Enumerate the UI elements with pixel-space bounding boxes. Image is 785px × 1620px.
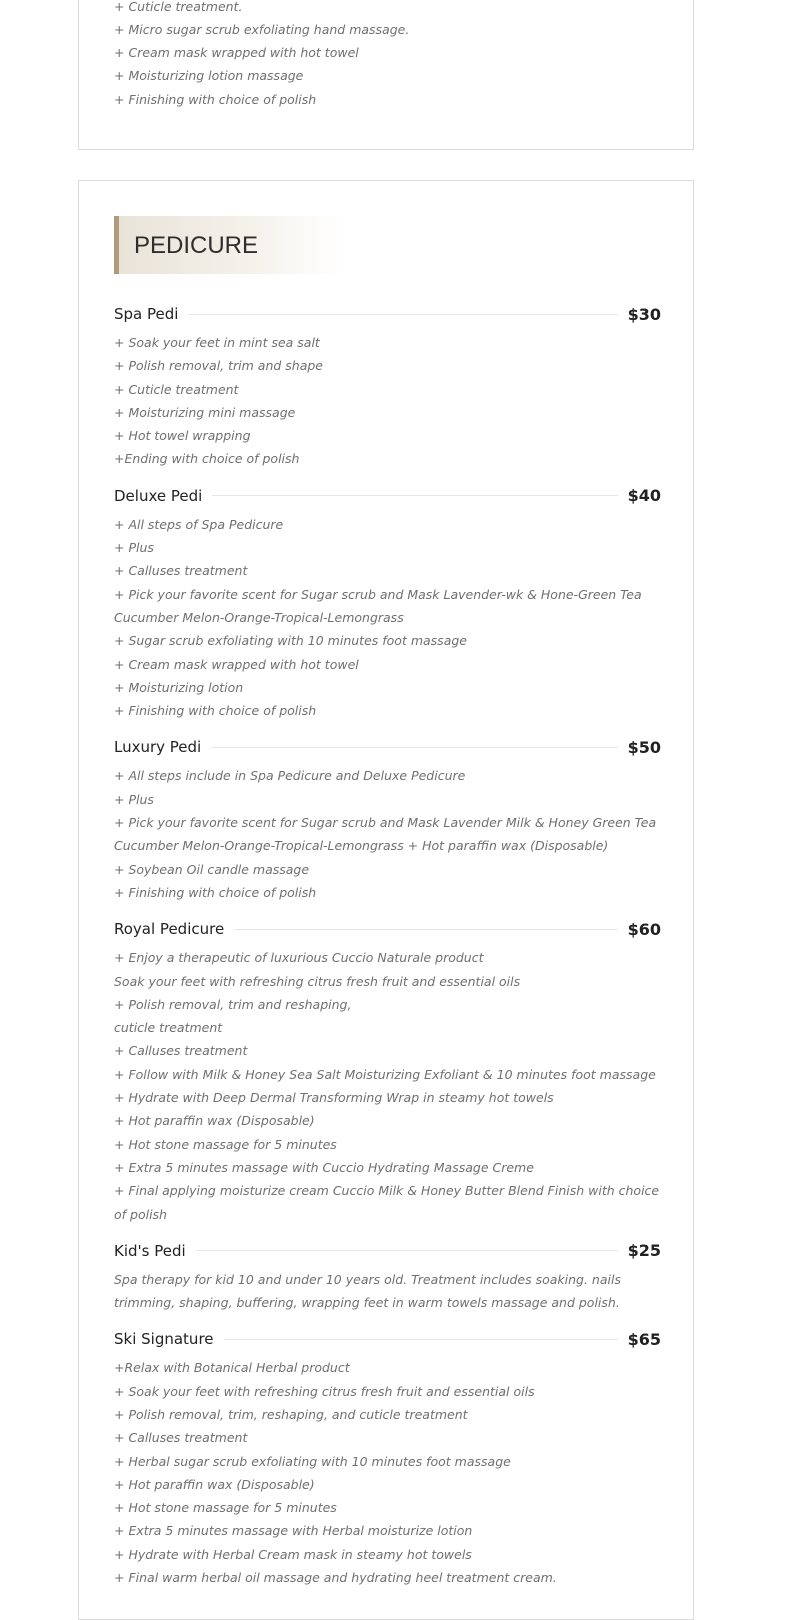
menu-item <box>114 479 661 723</box>
dotted-divider <box>234 929 617 930</box>
menu-item <box>114 1234 661 1315</box>
description-line: + Cuticle treatment. <box>114 0 243 14</box>
description-line: + Soybean Oil candle massage <box>114 861 310 877</box>
service-price: $65 <box>627 1329 661 1349</box>
description-line: Spa therapy for kid 10 and under 10 years old. Treatment includes soaking. nails trimming, shaping, buffering, wrapping feet in warm towels massage and polish. <box>114 1271 621 1311</box>
description-line: + Hydrate with Herbal Cream mask in steamy hot towels <box>114 1546 472 1562</box>
description-line: + All steps of Spa Pedicure <box>114 516 284 532</box>
description-line: + Enjoy a therapeutic of luxurious Cuccio Naturale product <box>114 950 484 966</box>
menu-item-header <box>114 297 661 331</box>
service-price: $25 <box>627 1241 661 1261</box>
description-line: + Sugar scrub exfoliating with 10 minutes foot massage <box>114 633 467 649</box>
menu-item-header <box>114 730 661 764</box>
description-line: +Ending with choice of polish <box>114 451 300 467</box>
description-line: + Pick your favorite scent for Sugar scrub and Mask Lavender-wk & Hone-Green Tea Cucumber Melon-Orange-Tropical-Lemongrass <box>114 586 642 625</box>
menu-item-header <box>114 912 661 946</box>
description-line: + Polish removal, trim, reshaping, and cuticle treatment <box>114 1406 468 1422</box>
dotted-divider <box>196 1250 618 1251</box>
description-line: + Cream mask wrapped with hot towel <box>114 45 359 61</box>
service-description <box>114 764 661 904</box>
menu-item <box>114 730 661 904</box>
description-line: + Herbal sugar scrub exfoliating with 10 minutes foot massage <box>114 1453 511 1469</box>
pedicure-card <box>78 180 694 1620</box>
description-line: + Soak your feet with refreshing citrus fresh fruit and essential oils <box>114 1383 535 1399</box>
service-description <box>114 1356 661 1589</box>
description-line: + Final applying moisturize cream Cuccio Milk & Honey Butter Blend Finish with choice of polish <box>114 1183 660 1222</box>
service-price: $60 <box>627 919 661 939</box>
description-line: + Calluses treatment <box>114 1430 248 1446</box>
description-line: + Cream mask wrapped with hot towel <box>114 656 359 672</box>
pedicure-list <box>114 297 661 1597</box>
description-line: + Calluses treatment <box>114 563 248 579</box>
service-price: $40 <box>627 486 661 506</box>
service-name: Luxury Pedi <box>114 738 202 757</box>
dotted-divider <box>188 314 617 315</box>
menu-item-header <box>114 1234 661 1268</box>
service-name: Ski Signature <box>114 1330 214 1349</box>
description-line: + Polish removal, trim and reshaping, <box>114 996 352 1012</box>
dotted-divider <box>211 747 617 748</box>
dotted-divider <box>212 495 617 496</box>
service-description <box>114 513 661 723</box>
service-name: Kid's Pedi <box>114 1241 186 1260</box>
description-line: + Hot stone massage for 5 minutes <box>114 1500 337 1516</box>
menu-item <box>114 1322 661 1589</box>
description-line: + Soak your feet in mint sea salt <box>114 335 320 350</box>
description-line: + Finishing with choice of polish <box>114 884 317 900</box>
description-line: + Hot paraffin wax (Disposable) <box>114 1476 315 1492</box>
section-title: PEDICURE <box>134 232 259 259</box>
manicure-card <box>78 0 694 150</box>
description-line: + Moisturizing lotion <box>114 679 244 695</box>
description-line: + All steps include in Spa Pedicure and Deluxe Pedicure <box>114 768 466 784</box>
description-line: cuticle treatment <box>114 1020 223 1036</box>
description-line: + Micro sugar scrub exfoliating hand massage. <box>114 21 410 37</box>
description-line: + Calluses treatment <box>114 1043 248 1059</box>
menu-item-header <box>114 479 661 513</box>
menu-item <box>114 297 661 471</box>
section-heading <box>114 216 344 274</box>
description-line: + Hot towel wrapping <box>114 428 251 444</box>
description-line: + Follow with Milk & Honey Sea Salt Moisturizing Exfoliant & 10 minutes foot massage <box>114 1066 656 1082</box>
description-line: + Plus <box>114 540 154 556</box>
description-line: + Hydrate with Deep Dermal Transforming Wrap in steamy hot towels <box>114 1090 554 1106</box>
service-price: $30 <box>627 304 661 324</box>
description-line: + Pick your favorite scent for Sugar scrub and Mask Lavender Milk & Honey Green Tea Cucumber Melon-Orange-Tropical-Lemongrass + Hot paraffin wax (Disposable) <box>114 815 657 854</box>
menu-item-header <box>114 1322 661 1356</box>
service-name: Royal Pedicure <box>114 920 225 939</box>
description-line: + Extra 5 minutes massage with Herbal moisturize lotion <box>114 1523 473 1539</box>
service-price: $50 <box>627 737 661 757</box>
description-line: + Final warm herbal oil massage and hydrating heel treatment cream. <box>114 1570 557 1586</box>
description-line: + Hot stone massage for 5 minutes <box>114 1136 337 1152</box>
description-line: + Finishing with choice of polish <box>114 703 317 719</box>
description-line: + Moisturizing lotion massage <box>114 68 304 84</box>
description-line: Soak your feet with refreshing citrus fresh fruit and essential oils <box>114 973 521 989</box>
description-line: + Polish removal, trim and shape <box>114 358 323 374</box>
service-description <box>114 946 661 1226</box>
description-line: + Hot paraffin wax (Disposable) <box>114 1113 315 1129</box>
description-line: + Moisturizing mini massage <box>114 404 296 420</box>
service-description <box>114 1268 661 1315</box>
menu-item <box>114 912 661 1226</box>
dotted-divider <box>224 1339 618 1340</box>
description-line: + Plus <box>114 791 154 807</box>
service-name: Deluxe Pedi <box>114 486 203 505</box>
manicure-description <box>114 0 661 111</box>
description-line: + Cuticle treatment <box>114 381 239 397</box>
service-name: Spa Pedi <box>114 305 179 323</box>
description-line: + Finishing with choice of polish <box>114 91 317 107</box>
description-line: +Relax with Botanical Herbal product <box>114 1360 350 1376</box>
service-description <box>114 331 661 471</box>
description-line: + Extra 5 minutes massage with Cuccio Hydrating Massage Creme <box>114 1159 534 1175</box>
